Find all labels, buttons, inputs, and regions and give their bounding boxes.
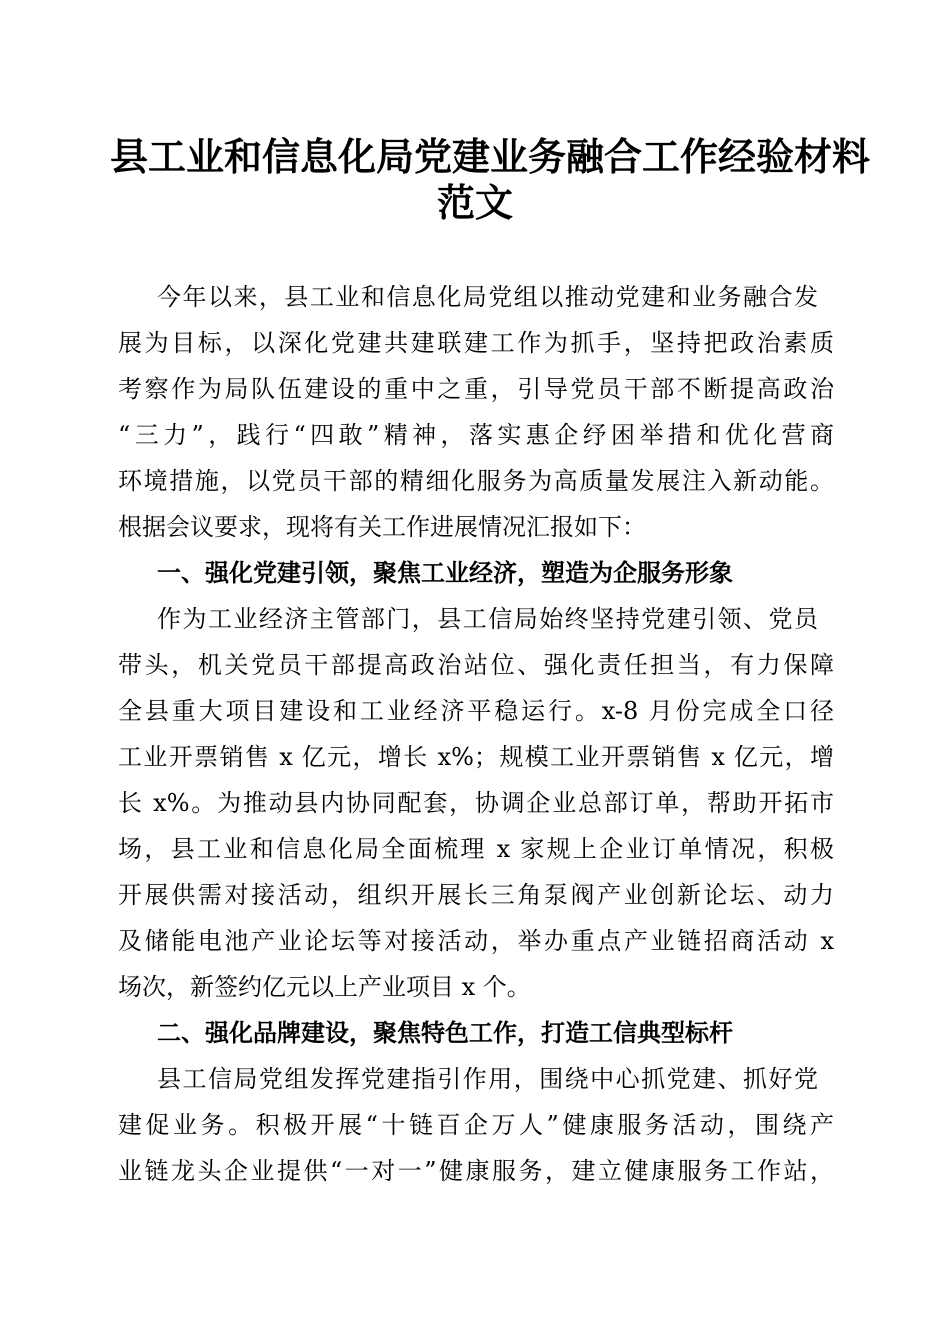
intro-paragraph-line: 环境措施，以党员干部的精细化服务为高质量发展注入新动能。 [118,467,834,495]
section-2-paragraph-line: 县工信局党组发挥党建指引作用，围绕中心抓党建、抓好党 [157,1065,818,1093]
section-1-paragraph-line: 场，县工业和信息化局全面梳理 x 家规上企业订单情况，积极 [118,835,834,863]
section-2-paragraph-line: 建促业务。积极开展“十链百企万人”健康服务活动，围绕产 [118,1111,834,1139]
intro-paragraph-line: “三力”，践行“四敢”精神，落实惠企纾困举措和优化营商 [118,421,834,449]
intro-paragraph-line: 展为目标，以深化党建共建联建工作为抓手，坚持把政治素质 [118,329,834,357]
section-1-paragraph-line: 工业开票销售 x 亿元，增长 x%；规模工业开票销售 x 亿元，增 [118,743,834,771]
section-2-paragraph-line: 业链龙头企业提供“一对一”健康服务，建立健康服务工作站， [118,1157,834,1185]
section-1-heading: 一、强化党建引领，聚焦工业经济，塑造为企服务形象 [157,559,733,587]
section-1-paragraph-line: 开展供需对接活动，组织开展长三角泵阀产业创新论坛、动力 [118,881,834,909]
section-1-paragraph-line: 带头，机关党员干部提高政治站位、强化责任担当，有力保障 [118,651,834,679]
section-1-paragraph-line: 全县重大项目建设和工业经济平稳运行。x-8 月份完成全口径 [118,697,834,725]
intro-paragraph-line: 今年以来，县工业和信息化局党组以推动党建和业务融合发 [157,283,818,311]
section-1-paragraph-line: 作为工业经济主管部门，县工信局始终坚持党建引领、党员 [157,605,818,633]
document-title-line-1: 县工业和信息化局党建业务融合工作经验材料 [110,134,871,179]
section-2-heading: 二、强化品牌建设，聚焦特色工作，打造工信典型标杆 [157,1019,733,1047]
section-1-paragraph-line: 及储能电池产业论坛等对接活动，举办重点产业链招商活动 x [118,927,834,955]
document-title-line-2: 范文 [436,180,513,225]
section-1-paragraph-line: 场次，新签约亿元以上产业项目 x 个。 [118,973,531,1001]
intro-paragraph-line: 考察作为局队伍建设的重中之重，引导党员干部不断提高政治 [118,375,834,403]
intro-paragraph-line: 根据会议要求，现将有关工作进展情况汇报如下： [118,513,646,541]
section-1-paragraph-line: 长 x%。为推动县内协同配套，协调企业总部订单，帮助开拓市 [118,789,834,817]
